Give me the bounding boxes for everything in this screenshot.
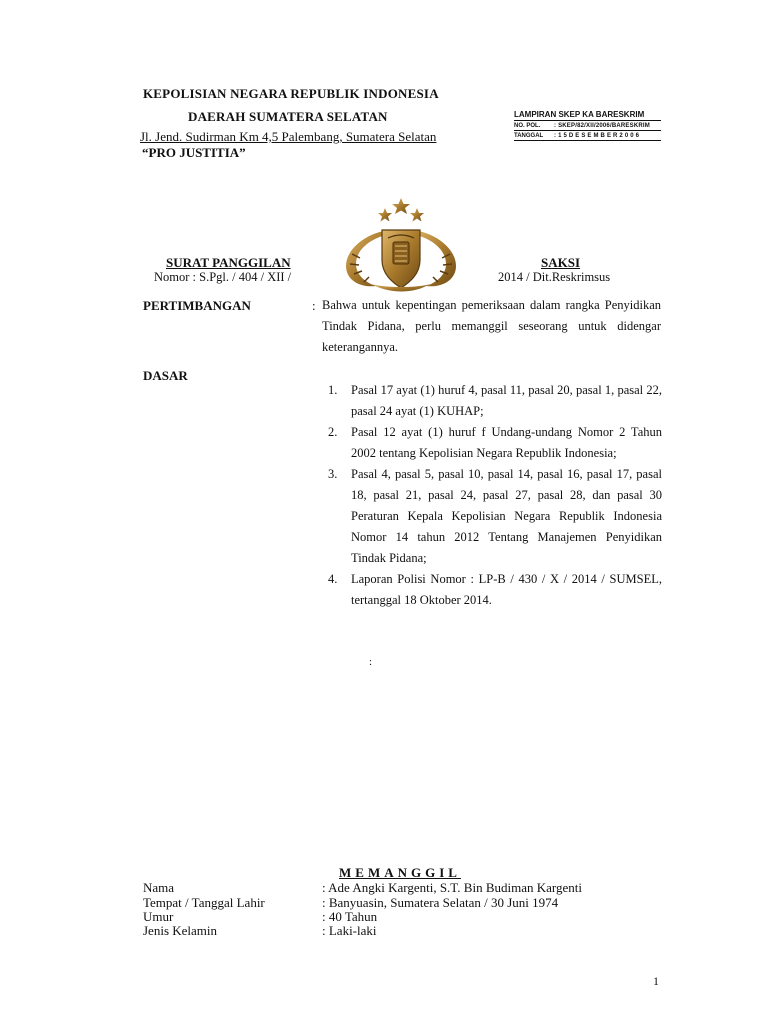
dasar-list-item: [328, 464, 662, 569]
field-label-jenis-kelamin: Jenis Kelamin: [143, 923, 218, 938]
dasar-item-number: 4.: [328, 572, 338, 586]
document-number-left: Nomor : S.Pgl. / 404 / XII /: [154, 270, 292, 284]
dasar-list-item: [328, 569, 662, 611]
lampiran-tanggal-value: : 1 5 D E S E M B E R 2 0 0 6: [554, 133, 640, 139]
dasar-item-text: Pasal 12 ayat (1) huruf f Undang-undang Nomor 2 Tahun 2002 tentang Kepolisian Negara Republik Indonesia;: [351, 425, 662, 460]
stray-colon: :: [369, 656, 373, 668]
dasar-item-text: Pasal 17 ayat (1) huruf 4, pasal 11, pasal 20, pasal 1, pasal 22, pasal 24 ayat (1) KUHAP;: [351, 383, 662, 418]
header-region: DAERAH SUMATERA SELATAN: [188, 109, 388, 124]
header-address: Jl. Jend. Sudirman Km 4,5 Palembang, Sumatera Selatan: [140, 129, 437, 144]
header-institution: KEPOLISIAN NEGARA REPUBLIK INDONESIA: [143, 86, 439, 101]
dasar-item-number: 1.: [328, 383, 338, 397]
field-value-jenis-kelamin: : Laki-laki: [322, 923, 377, 938]
polri-tribrata-emblem-icon: [338, 196, 464, 296]
pertimbangan-label: PERTIMBANGAN: [143, 298, 251, 313]
field-value-nama: : Ade Angki Kargenti, S.T. Bin Budiman Kargenti: [322, 880, 582, 895]
field-label-umur: Umur: [143, 909, 174, 924]
lampiran-no-pol-value: : SKEP/82/XII/2006/BARESKRIM: [554, 123, 650, 129]
dasar-list-item: [328, 422, 662, 464]
dasar-item-number: 3.: [328, 467, 338, 481]
field-value-tempat-tanggal-lahir: : Banyuasin, Sumatera Selatan / 30 Juni 1974: [322, 895, 559, 910]
lampiran-tanggal-label: TANGGAL: [514, 133, 544, 139]
dasar-list: [328, 380, 662, 611]
field-label-nama: Nama: [143, 880, 175, 895]
document-title-left: SURAT PANGGILAN: [166, 255, 291, 270]
dasar-item-text: Pasal 4, pasal 5, pasal 10, pasal 14, pasal 16, pasal 17, pasal 18, pasal 21, pasal 24, pasal 27, pasal 28, dan pasal 30 Peraturan Kepala Kepolisian Negara Republik Indonesia Nomor 14 tahun 2012 Tentang Manajemen Penyidikan Tindak Pidana;: [351, 467, 662, 565]
dasar-item-text: Laporan Polisi Nomor : LP-B / 430 / X / 2014 / SUMSEL, tertanggal 18 Oktober 2014.: [351, 572, 662, 607]
lampiran-no-pol-row: [514, 121, 661, 131]
document-number-right: 2014 / Dit.Reskrimsus: [498, 270, 611, 284]
pertimbangan-text: Bahwa untuk kepentingan pemeriksaan dalam rangka Penyidikan Tindak Pidana, perlu memanggil seseorang untuk didengar keterangannya.: [322, 298, 661, 354]
lampiran-reference-box: [514, 110, 661, 141]
dasar-label: DASAR: [143, 368, 188, 383]
field-label-tempat-tanggal-lahir: Tempat / Tanggal Lahir: [143, 895, 265, 910]
memanggil-title: MEMANGGIL: [339, 865, 461, 880]
document-title-right: SAKSI: [541, 255, 581, 270]
lampiran-tanggal-row: [514, 131, 661, 141]
pertimbangan-colon: :: [312, 298, 316, 313]
dasar-item-number: 2.: [328, 425, 338, 439]
lampiran-no-pol-label: NO. POL.: [514, 123, 541, 129]
dasar-list-item: [328, 380, 662, 422]
pro-justitia-label: “PRO JUSTITIA”: [142, 145, 246, 160]
page-number: 1: [653, 974, 659, 988]
field-value-umur: : 40 Tahun: [322, 909, 378, 924]
lampiran-title: LAMPIRAN SKEP KA BARESKRIM: [514, 110, 661, 121]
